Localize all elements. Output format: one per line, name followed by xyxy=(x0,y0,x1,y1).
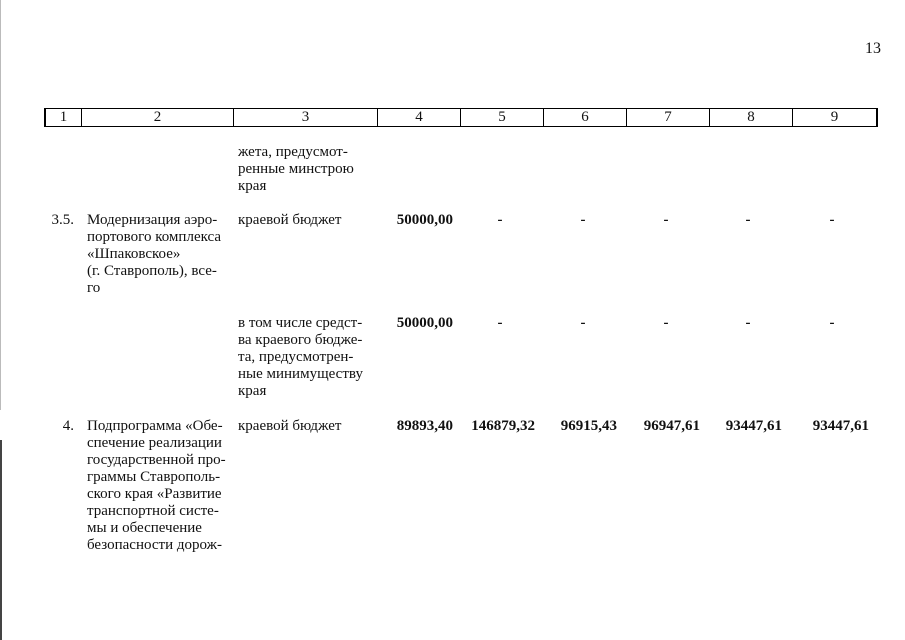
value-col-8: - xyxy=(745,212,751,228)
source-line: в том числе средст- xyxy=(238,315,363,331)
source-line: края xyxy=(238,178,267,194)
name-cell xyxy=(87,418,227,554)
value-col-4: 89893,40 xyxy=(396,418,453,434)
source-cell xyxy=(238,418,370,435)
source-line: ные минимуществу xyxy=(238,366,363,382)
value-col-5: - xyxy=(497,315,503,331)
column-header-8: 8 xyxy=(710,109,793,126)
value-col-7: - xyxy=(663,315,669,331)
source-line: жета, предусмот- xyxy=(238,144,348,160)
name-line: транспортной систе- xyxy=(87,503,219,519)
value-col-4: 50000,00 xyxy=(396,315,453,331)
value-col-6: - xyxy=(580,315,586,331)
name-line: спечение реализации xyxy=(87,435,222,451)
value-col-8: - xyxy=(745,315,751,331)
column-header-2: 2 xyxy=(82,109,234,126)
scan-edge xyxy=(0,440,2,640)
name-line: безопасности дорож- xyxy=(87,537,222,553)
page-number: 13 xyxy=(865,40,881,57)
source-line: края xyxy=(238,383,267,399)
value-col-5: - xyxy=(497,212,503,228)
column-header-4: 4 xyxy=(378,109,461,126)
column-header-3: 3 xyxy=(234,109,378,126)
value-col-5: 146879,32 xyxy=(471,418,535,434)
name-line: ского края «Развитие xyxy=(87,486,222,502)
name-cell xyxy=(87,212,227,297)
value-col-6: - xyxy=(580,212,586,228)
source-line: краевой бюджет xyxy=(238,212,342,228)
column-header-5: 5 xyxy=(461,109,544,126)
value-col-9: - xyxy=(829,315,835,331)
name-line: Модернизация аэро- xyxy=(87,212,218,228)
column-header-6: 6 xyxy=(544,109,627,126)
source-cell xyxy=(238,212,370,229)
column-header-7: 7 xyxy=(627,109,710,126)
value-col-9: - xyxy=(829,212,835,228)
name-line: «Шпаковское» xyxy=(87,246,181,262)
source-line: та, предусмотрен- xyxy=(238,349,354,365)
name-line: граммы Ставрополь- xyxy=(87,469,221,485)
column-header-row xyxy=(44,108,878,127)
name-line: Подпрограмма «Обе- xyxy=(87,418,223,434)
value-col-4: 50000,00 xyxy=(396,212,453,228)
name-line: портового комплекса xyxy=(87,229,222,245)
row-number: 3.5. xyxy=(51,212,74,228)
scan-edge-top xyxy=(0,0,1,410)
name-line: государственной про- xyxy=(87,452,226,468)
source-line: ва краевого бюдже- xyxy=(238,332,363,348)
value-col-8: 93447,61 xyxy=(725,418,782,434)
column-header-9: 9 xyxy=(830,109,839,125)
source-line: ренные минстрою xyxy=(238,161,354,177)
value-col-7: - xyxy=(663,212,669,228)
name-line: мы и обеспечение xyxy=(87,520,202,536)
column-header-1: 1 xyxy=(46,109,82,126)
row-number: 4. xyxy=(62,418,74,434)
name-line: (г. Ставрополь), все- xyxy=(87,263,217,279)
value-col-6: 96915,43 xyxy=(560,418,617,434)
source-cell xyxy=(238,315,370,400)
source-cell xyxy=(238,144,370,195)
value-col-7: 96947,61 xyxy=(643,418,700,434)
name-line: го xyxy=(87,280,101,296)
source-line: краевой бюджет xyxy=(238,418,342,434)
value-col-9: 93447,61 xyxy=(812,418,869,434)
